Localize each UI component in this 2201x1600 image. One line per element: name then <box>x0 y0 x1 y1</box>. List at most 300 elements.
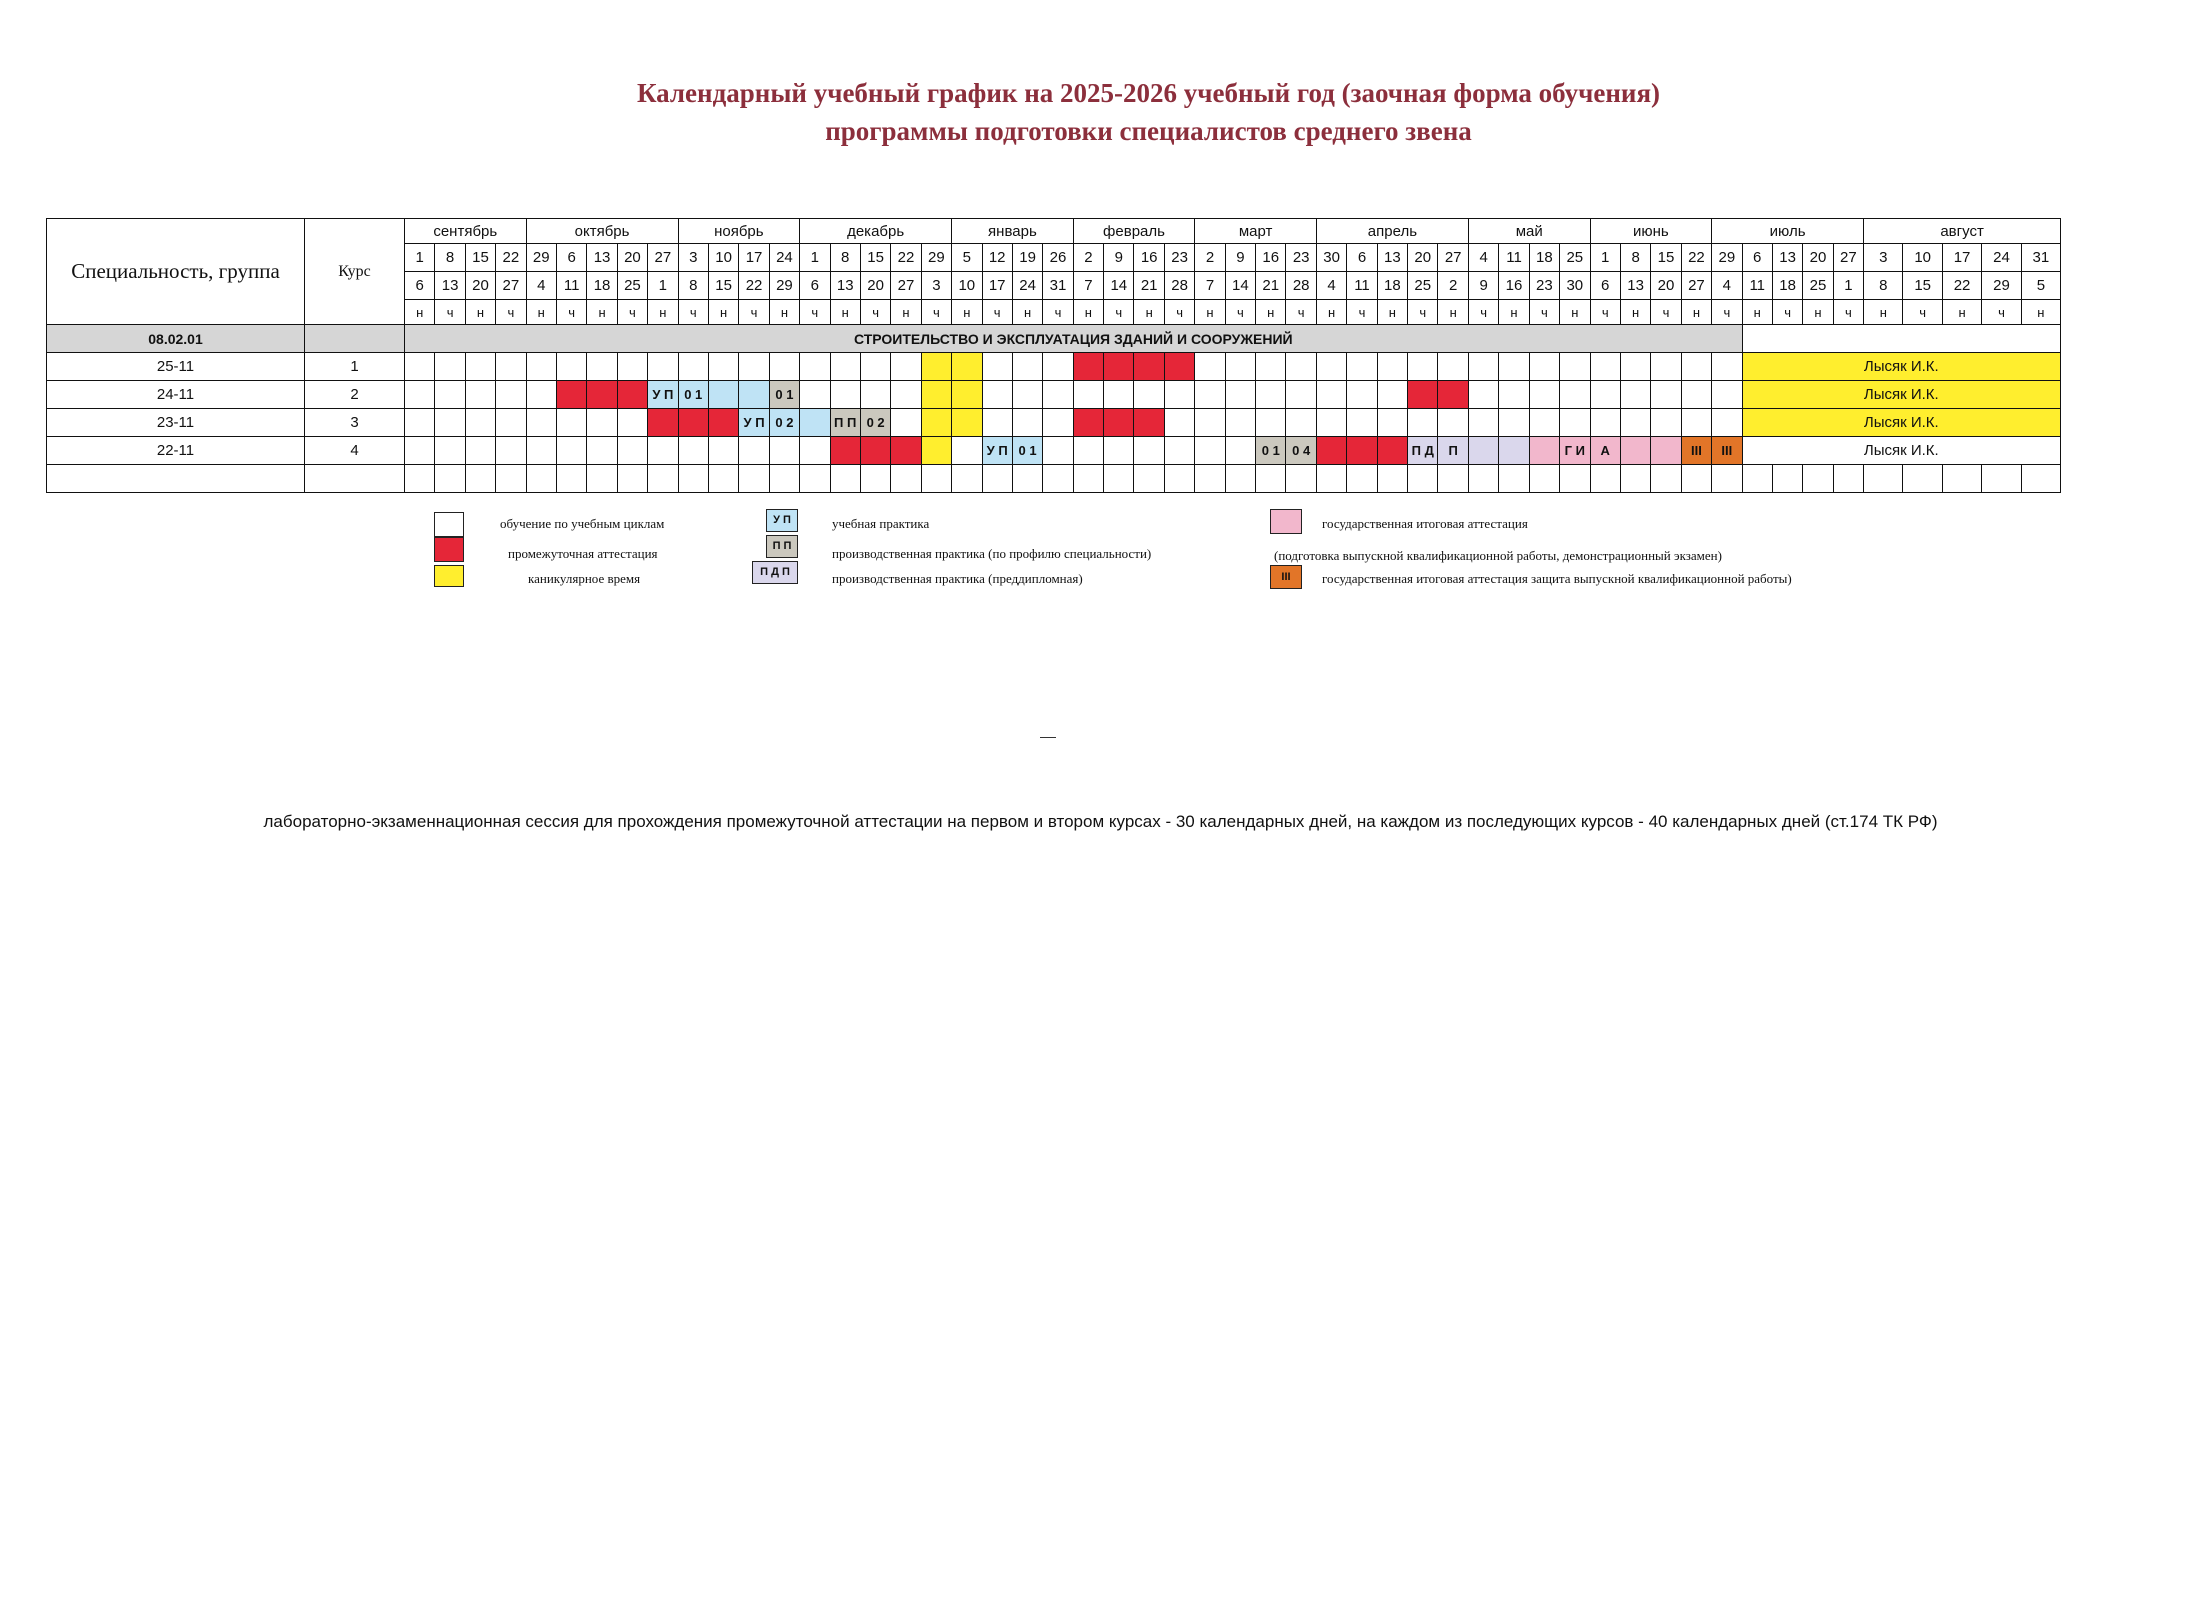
week-cell <box>526 409 556 437</box>
week-type: ч <box>1286 300 1316 325</box>
week-end: 8 <box>678 272 708 300</box>
legend-study-label: обучение по учебным циклам <box>500 516 665 531</box>
schedule-table <box>46 218 2061 493</box>
week-cell <box>1560 381 1590 409</box>
empty-cell <box>526 465 556 493</box>
week-cell <box>1347 353 1377 381</box>
month-header: июнь <box>1590 219 1712 244</box>
week-type: ч <box>1903 300 1942 325</box>
week-end: 29 <box>1982 272 2021 300</box>
week-end: 16 <box>1499 272 1529 300</box>
week-cell <box>617 409 647 437</box>
week-cell <box>1225 409 1255 437</box>
week-type: ч <box>1712 300 1742 325</box>
week-start: 10 <box>708 244 738 272</box>
week-start: 27 <box>1833 244 1863 272</box>
week-type: ч <box>435 300 465 325</box>
week-type: н <box>769 300 799 325</box>
week-cell <box>1468 381 1498 409</box>
empty-cell <box>982 465 1012 493</box>
week-cell <box>1256 353 1286 381</box>
week-start: 2 <box>1195 244 1225 272</box>
week-cell <box>526 437 556 465</box>
week-start: 9 <box>1225 244 1255 272</box>
week-cell <box>1195 353 1225 381</box>
week-end: 22 <box>739 272 769 300</box>
week-cell <box>1134 437 1164 465</box>
section-name: СТРОИТЕЛЬСТВО И ЭКСПЛУАТАЦИЯ ЗДАНИЙ И СООРУЖЕНИЙ <box>405 325 1743 353</box>
empty-cell <box>769 465 799 493</box>
empty-cell <box>1134 465 1164 493</box>
week-type: ч <box>1833 300 1863 325</box>
week-end: 21 <box>1134 272 1164 300</box>
week-start: 19 <box>1012 244 1042 272</box>
table-row <box>47 381 2061 409</box>
empty-cell <box>587 465 617 493</box>
week-cell <box>830 437 860 465</box>
week-cell <box>1377 409 1407 437</box>
empty-cell <box>1772 465 1802 493</box>
week-type: н <box>1942 300 1981 325</box>
week-end: 6 <box>800 272 830 300</box>
week-cell <box>1377 353 1407 381</box>
week-cell <box>435 381 465 409</box>
week-cell <box>708 353 738 381</box>
empty-cell <box>1620 465 1650 493</box>
week-cell <box>1408 353 1438 381</box>
week-type: ч <box>1043 300 1073 325</box>
week-cell <box>708 409 738 437</box>
week-start: 17 <box>1942 244 1981 272</box>
group-name: 22-11 <box>47 437 305 465</box>
empty-cell <box>1903 465 1942 493</box>
table-row <box>47 437 2061 465</box>
week-start: 13 <box>1772 244 1802 272</box>
week-type: н <box>830 300 860 325</box>
empty-cell <box>921 465 951 493</box>
week-cell <box>1073 381 1103 409</box>
week-cell <box>1164 409 1194 437</box>
week-cell <box>1286 409 1316 437</box>
week-cell <box>556 437 586 465</box>
week-cell <box>1590 381 1620 409</box>
week-cell <box>496 409 526 437</box>
week-start: 22 <box>496 244 526 272</box>
week-start: 3 <box>678 244 708 272</box>
legend-gia-label: государственная итоговая аттестация <box>1322 516 1528 531</box>
week-end: 4 <box>1712 272 1742 300</box>
month-header: февраль <box>1073 219 1195 244</box>
week-type: н <box>1195 300 1225 325</box>
week-end: 31 <box>1043 272 1073 300</box>
week-type: н <box>1316 300 1346 325</box>
week-cell <box>1620 381 1650 409</box>
week-cell: Г И <box>1560 437 1590 465</box>
week-cell <box>617 437 647 465</box>
group-name: 25-11 <box>47 353 305 381</box>
empty-cell <box>617 465 647 493</box>
week-start: 29 <box>921 244 951 272</box>
week-type: ч <box>1225 300 1255 325</box>
week-cell <box>1499 353 1529 381</box>
week-end: 21 <box>1256 272 1286 300</box>
week-cell: П <box>1438 437 1468 465</box>
week-end: 28 <box>1164 272 1194 300</box>
week-cell <box>921 353 951 381</box>
empty-cell <box>1681 465 1711 493</box>
divider-dash <box>1040 737 1056 738</box>
week-cell <box>1468 353 1498 381</box>
week-cell <box>1499 437 1529 465</box>
week-cell <box>1651 409 1681 437</box>
week-cell: 0 1 <box>678 381 708 409</box>
week-start: 8 <box>435 244 465 272</box>
week-cell <box>1225 381 1255 409</box>
week-cell: 0 4 <box>1286 437 1316 465</box>
week-cell <box>830 381 860 409</box>
empty-cell <box>556 465 586 493</box>
week-cell <box>1651 353 1681 381</box>
week-end: 7 <box>1073 272 1103 300</box>
week-end: 13 <box>830 272 860 300</box>
week-cell <box>405 409 435 437</box>
week-end: 25 <box>617 272 647 300</box>
week-cell <box>556 381 586 409</box>
week-cell <box>1468 437 1498 465</box>
legend-gia-defense-label: государственная итоговая аттестация защита выпускной квалификационной работы) <box>1322 571 1792 586</box>
week-type: н <box>708 300 738 325</box>
week-end: 14 <box>1225 272 1255 300</box>
week-cell <box>587 353 617 381</box>
week-cell: 0 1 <box>769 381 799 409</box>
legend-swatch-gia <box>1270 509 1302 534</box>
week-cell <box>769 437 799 465</box>
empty-cell <box>1499 465 1529 493</box>
week-cell <box>1681 409 1711 437</box>
empty-cell <box>648 465 678 493</box>
week-cell <box>952 437 982 465</box>
week-start: 13 <box>1377 244 1407 272</box>
week-end: 24 <box>1012 272 1042 300</box>
week-end: 11 <box>1347 272 1377 300</box>
week-cell <box>1104 353 1134 381</box>
empty-cell <box>1560 465 1590 493</box>
week-type: н <box>1377 300 1407 325</box>
week-end: 11 <box>1742 272 1772 300</box>
week-start: 12 <box>982 244 1012 272</box>
week-cell <box>1529 353 1559 381</box>
week-type: ч <box>921 300 951 325</box>
empty-cell <box>1468 465 1498 493</box>
week-start: 15 <box>1651 244 1681 272</box>
empty-cell <box>1012 465 1042 493</box>
week-cell <box>1438 409 1468 437</box>
week-type: ч <box>1529 300 1559 325</box>
week-end: 7 <box>1195 272 1225 300</box>
group-name: 23-11 <box>47 409 305 437</box>
week-cell <box>921 409 951 437</box>
legend-holiday-label: каникулярное время <box>528 571 641 586</box>
empty-cell <box>708 465 738 493</box>
week-cell <box>1620 353 1650 381</box>
week-cell <box>1043 409 1073 437</box>
week-type: н <box>1742 300 1772 325</box>
week-start: 9 <box>1104 244 1134 272</box>
week-cell <box>982 381 1012 409</box>
week-end: 1 <box>1833 272 1863 300</box>
empty-cell <box>891 465 921 493</box>
week-start: 13 <box>587 244 617 272</box>
week-end: 27 <box>1681 272 1711 300</box>
week-cell <box>1256 381 1286 409</box>
month-header: октябрь <box>526 219 678 244</box>
week-cell <box>1043 381 1073 409</box>
week-type: н <box>1803 300 1833 325</box>
month-header: январь <box>952 219 1074 244</box>
week-start: 18 <box>1529 244 1559 272</box>
week-end: 15 <box>1903 272 1942 300</box>
week-cell <box>1195 409 1225 437</box>
empty-cell <box>1982 465 2021 493</box>
week-end: 27 <box>496 272 526 300</box>
week-cell <box>1134 381 1164 409</box>
week-cell <box>648 353 678 381</box>
week-cell <box>1620 409 1650 437</box>
week-cell: 0 1 <box>1012 437 1042 465</box>
week-cell <box>1347 437 1377 465</box>
empty-cell <box>1864 465 1903 493</box>
week-cell <box>1012 381 1042 409</box>
empty-cell <box>405 465 435 493</box>
week-end: 13 <box>435 272 465 300</box>
week-cell <box>800 437 830 465</box>
empty-cell <box>1942 465 1981 493</box>
section-code: 08.02.01 <box>47 325 305 353</box>
empty-cell <box>739 465 769 493</box>
week-cell <box>1164 437 1194 465</box>
week-end: 28 <box>1286 272 1316 300</box>
week-start: 24 <box>769 244 799 272</box>
legend-pdp-label: производственная практика (преддипломная) <box>832 571 1083 586</box>
empty-cell <box>1347 465 1377 493</box>
empty-cell <box>1073 465 1103 493</box>
week-cell <box>465 409 495 437</box>
week-cell <box>1164 381 1194 409</box>
week-type: ч <box>1651 300 1681 325</box>
week-type: н <box>1256 300 1286 325</box>
week-type: ч <box>739 300 769 325</box>
empty-cell <box>1164 465 1194 493</box>
empty-cell <box>678 465 708 493</box>
week-cell <box>1560 409 1590 437</box>
week-cell <box>1468 409 1498 437</box>
week-type: н <box>1073 300 1103 325</box>
week-start: 26 <box>1043 244 1073 272</box>
week-cell <box>891 381 921 409</box>
week-type: ч <box>860 300 890 325</box>
week-type: н <box>1864 300 1903 325</box>
week-end: 17 <box>982 272 1012 300</box>
week-cell <box>921 437 951 465</box>
empty-cell <box>1225 465 1255 493</box>
month-header: декабрь <box>800 219 952 244</box>
teacher-name: Лысяк И.К. <box>1742 409 2061 437</box>
week-type: н <box>587 300 617 325</box>
week-cell <box>1134 353 1164 381</box>
week-start: 16 <box>1134 244 1164 272</box>
week-cell <box>1316 437 1346 465</box>
empty-cell <box>800 465 830 493</box>
week-end: 10 <box>952 272 982 300</box>
week-end: 5 <box>2021 272 2060 300</box>
week-type: ч <box>496 300 526 325</box>
week-cell <box>435 437 465 465</box>
week-type: ч <box>617 300 647 325</box>
week-cell <box>921 381 951 409</box>
week-cell: У П <box>648 381 678 409</box>
week-start: 15 <box>860 244 890 272</box>
week-end: 25 <box>1408 272 1438 300</box>
table-row <box>47 409 2061 437</box>
week-type: н <box>1438 300 1468 325</box>
group-course: 4 <box>305 437 405 465</box>
week-start: 20 <box>617 244 647 272</box>
legend-swatch-up: У П <box>766 509 798 532</box>
week-end: 18 <box>1772 272 1802 300</box>
week-cell: У П <box>739 409 769 437</box>
week-cell <box>1620 437 1650 465</box>
week-start: 23 <box>1286 244 1316 272</box>
week-cell <box>1408 381 1438 409</box>
week-start: 17 <box>739 244 769 272</box>
week-end: 30 <box>1560 272 1590 300</box>
empty-cell <box>1742 465 1772 493</box>
week-end: 20 <box>860 272 890 300</box>
week-cell <box>678 353 708 381</box>
legend-swatch-interim <box>434 537 464 562</box>
week-cell <box>982 409 1012 437</box>
week-start: 27 <box>648 244 678 272</box>
week-cell <box>800 381 830 409</box>
empty-cell <box>830 465 860 493</box>
week-cell <box>952 381 982 409</box>
week-cell <box>1316 353 1346 381</box>
empty-cell <box>1408 465 1438 493</box>
week-type: н <box>1560 300 1590 325</box>
week-cell <box>587 437 617 465</box>
week-cell <box>952 353 982 381</box>
week-cell <box>1316 381 1346 409</box>
week-end: 18 <box>1377 272 1407 300</box>
month-header: сентябрь <box>405 219 527 244</box>
week-cell <box>1256 409 1286 437</box>
week-start: 1 <box>800 244 830 272</box>
week-type: ч <box>1468 300 1498 325</box>
week-type: н <box>465 300 495 325</box>
week-cell: П П <box>830 409 860 437</box>
week-start: 10 <box>1903 244 1942 272</box>
week-start: 27 <box>1438 244 1468 272</box>
week-type: ч <box>556 300 586 325</box>
week-cell <box>1347 409 1377 437</box>
week-cell <box>617 381 647 409</box>
week-cell <box>800 353 830 381</box>
week-type: ч <box>1347 300 1377 325</box>
header-specialty: Специальность, группа <box>47 219 305 325</box>
week-cell <box>1438 381 1468 409</box>
week-cell <box>1712 381 1742 409</box>
week-cell <box>708 381 738 409</box>
section-teacher-blank <box>1742 325 2061 353</box>
week-end: 23 <box>1529 272 1559 300</box>
week-cell <box>739 437 769 465</box>
week-type: ч <box>1590 300 1620 325</box>
week-cell <box>587 381 617 409</box>
week-start: 6 <box>556 244 586 272</box>
month-header: май <box>1468 219 1590 244</box>
week-start: 6 <box>1742 244 1772 272</box>
week-cell <box>891 353 921 381</box>
week-cell <box>1073 437 1103 465</box>
week-end: 15 <box>708 272 738 300</box>
week-end: 20 <box>1651 272 1681 300</box>
week-cell <box>1681 353 1711 381</box>
week-type: н <box>526 300 556 325</box>
legend-interim-label: промежуточная аттестация <box>508 546 658 561</box>
week-cell <box>587 409 617 437</box>
week-end: 9 <box>1468 272 1498 300</box>
week-cell <box>982 353 1012 381</box>
week-cell: III <box>1681 437 1711 465</box>
week-cell <box>1104 409 1134 437</box>
month-header: август <box>1864 219 2061 244</box>
group-course: 3 <box>305 409 405 437</box>
week-start: 31 <box>2021 244 2060 272</box>
legend-swatch-pdp: П Д П <box>752 561 798 584</box>
legend-up-label: учебная практика <box>832 516 930 531</box>
week-type: н <box>1620 300 1650 325</box>
week-start: 22 <box>1681 244 1711 272</box>
week-cell <box>1590 409 1620 437</box>
week-cell <box>860 353 890 381</box>
week-cell <box>678 437 708 465</box>
week-cell <box>860 437 890 465</box>
empty-cell <box>2021 465 2060 493</box>
empty-cell <box>496 465 526 493</box>
week-cell <box>648 409 678 437</box>
week-cell <box>435 409 465 437</box>
week-cell <box>1073 409 1103 437</box>
section-course-blank <box>305 325 405 353</box>
empty-cell <box>1651 465 1681 493</box>
week-start: 6 <box>1347 244 1377 272</box>
week-cell <box>465 353 495 381</box>
week-cell <box>405 437 435 465</box>
week-cell <box>678 409 708 437</box>
week-start: 8 <box>830 244 860 272</box>
empty-cell <box>1712 465 1742 493</box>
week-start: 23 <box>1164 244 1194 272</box>
week-cell <box>556 353 586 381</box>
week-start: 30 <box>1316 244 1346 272</box>
week-cell <box>1529 437 1559 465</box>
week-cell <box>1438 353 1468 381</box>
month-header: март <box>1195 219 1317 244</box>
page-subtitle: программы подготовки специалистов среднего звена <box>825 116 1472 146</box>
week-start: 15 <box>465 244 495 272</box>
empty-cell <box>47 465 305 493</box>
week-start: 1 <box>1590 244 1620 272</box>
